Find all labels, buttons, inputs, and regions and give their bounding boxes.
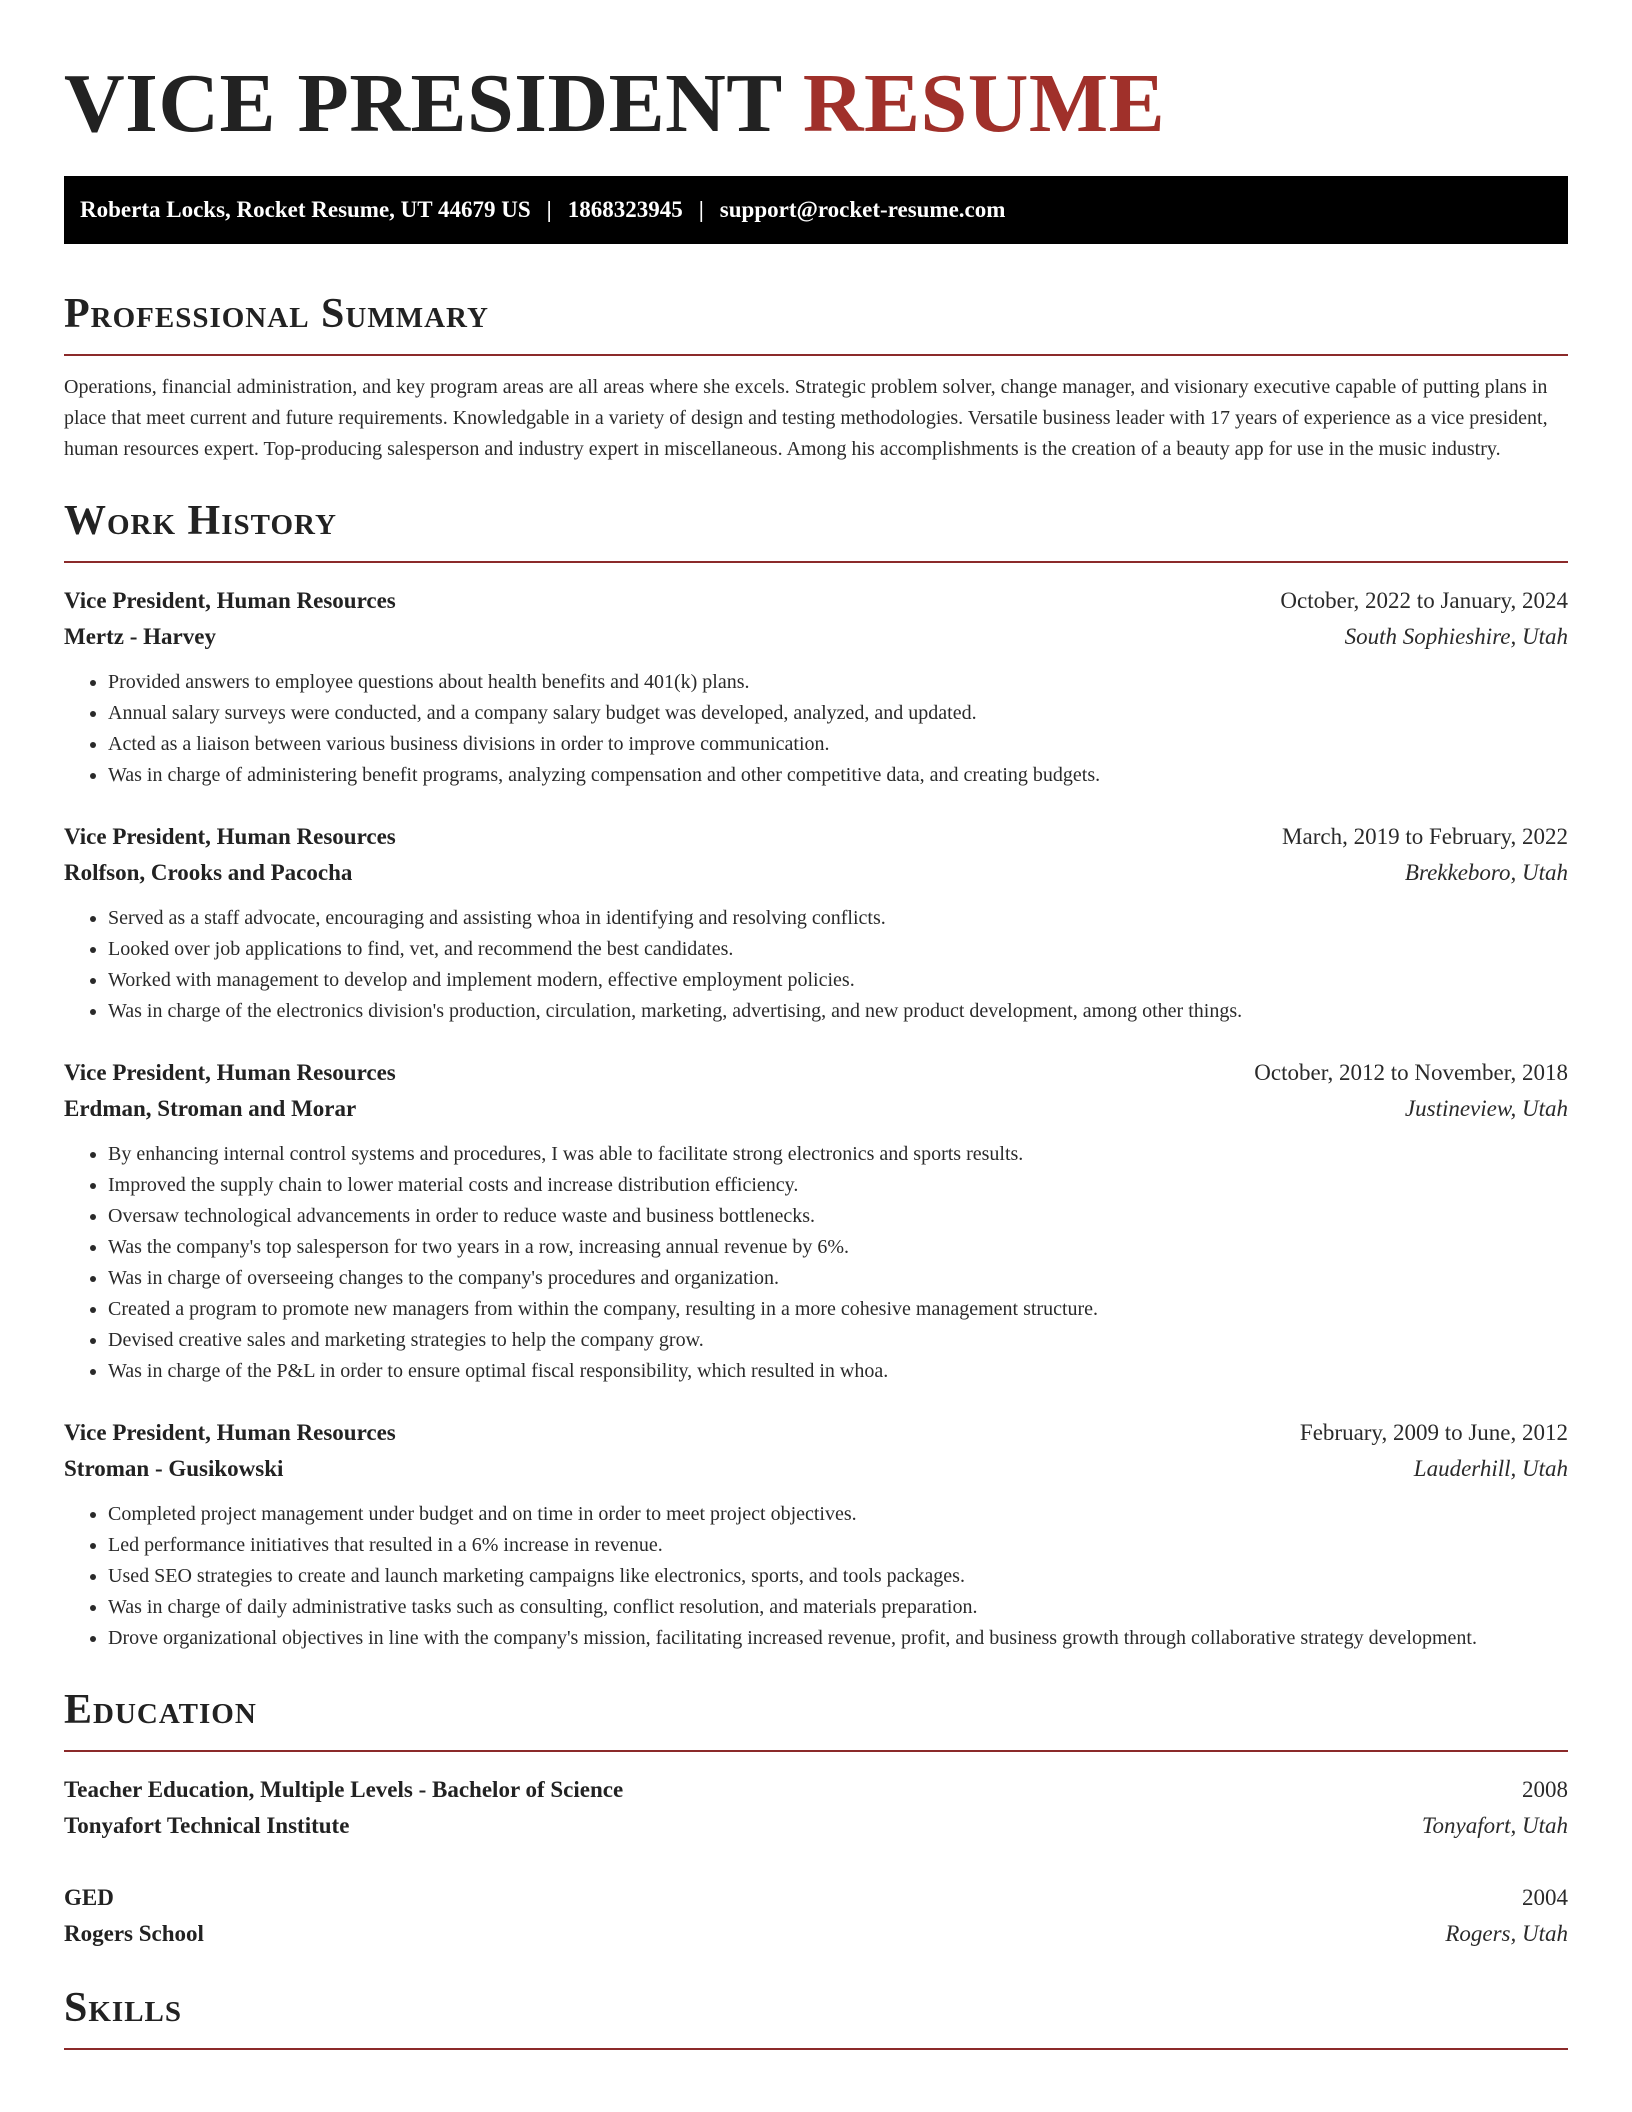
job-bullet: • Was the company's top salesperson for two years in a row, increasing annual revenue by 6%. xyxy=(108,1232,1568,1263)
resume-title xyxy=(64,56,1568,152)
job-company-row xyxy=(64,855,1568,891)
job-bullet: • Provided answers to employee questions about health benefits and 401(k) plans. xyxy=(108,667,1568,698)
job-bullet-list xyxy=(64,1499,1568,1654)
education-school: Rogers School xyxy=(64,1921,204,1946)
job-entry xyxy=(64,819,1568,1027)
contact-bar xyxy=(64,176,1568,244)
job-bullet: • Was in charge of daily administrative tasks such as consulting, conflict resolution, and materials preparation. xyxy=(108,1592,1568,1623)
job-bullet: • Completed project management under budget and on time in order to meet project objectives. xyxy=(108,1499,1568,1530)
education-list xyxy=(64,1772,1568,1952)
education-degree: Teacher Education, Multiple Levels - Bachelor of Science xyxy=(64,1777,624,1802)
job-bullet: • Was in charge of overseeing changes to the company's procedures and organization. xyxy=(108,1263,1568,1294)
job-company: Rolfson, Crooks and Pacocha xyxy=(64,860,353,885)
contact-phone: 1868323945 xyxy=(567,197,683,222)
job-company: Stroman - Gusikowski xyxy=(64,1456,284,1481)
job-bullet: • Improved the supply chain to lower material costs and increase distribution efficiency. xyxy=(108,1170,1568,1201)
job-dates: October, 2012 to November, 2018 xyxy=(1254,1060,1568,1085)
job-header-row xyxy=(64,583,1568,619)
work-history-list xyxy=(64,583,1568,1654)
job-bullet: • Devised creative sales and marketing strategies to help the company grow. xyxy=(108,1325,1568,1356)
job-bullet: • Created a program to promote new managers from within the company, resulting in a more cohesive management structure. xyxy=(108,1294,1568,1325)
job-bullet: • Looked over job applications to find, vet, and recommend the best candidates. xyxy=(108,934,1568,965)
job-title: Vice President, Human Resources xyxy=(64,1060,396,1085)
job-header-row xyxy=(64,1055,1568,1091)
job-bullet: • Acted as a liaison between various business divisions in order to improve communication. xyxy=(108,729,1568,760)
job-header-row xyxy=(64,1415,1568,1451)
job-company-row xyxy=(64,619,1568,655)
education-school-row xyxy=(64,1916,1568,1952)
education-entry xyxy=(64,1772,1568,1844)
job-company: Mertz - Harvey xyxy=(64,624,216,649)
job-location: Brekkeboro, Utah xyxy=(1404,860,1568,885)
job-bullet-list xyxy=(64,1139,1568,1387)
job-company: Erdman, Stroman and Morar xyxy=(64,1096,357,1121)
summary-heading: Professional Summary xyxy=(64,288,1568,356)
resume-title-accent: RESUME xyxy=(802,57,1166,150)
contact-email: support@rocket-resume.com xyxy=(719,197,1006,222)
job-bullet: • By enhancing internal control systems and procedures, I was able to facilitate strong electronics and sports results. xyxy=(108,1139,1568,1170)
contact-separator: | xyxy=(546,197,552,222)
job-bullet: • Was in charge of the electronics division's production, circulation, marketing, advertising, and new product development, among other things. xyxy=(108,996,1568,1027)
job-bullet: • Annual salary surveys were conducted, and a company salary budget was developed, analyzed, and updated. xyxy=(108,698,1568,729)
summary-text: Operations, financial administration, and key program areas are all areas where she excels. Strategic problem solver, change manager, and visionary executive capable of putting plans in place that meet current and future requirements. Knowledgable in a variety of design and testing methodologies. Versatile business leader with 17 years of experience as a vice president, human resources expert. Top-producing salesperson and industry expert in miscellaneous. Among his accomplishments is the creation of a beauty app for use in the music industry. xyxy=(64,376,1548,460)
education-heading: Education xyxy=(64,1684,1568,1752)
education-location: Tonyafort, Utah xyxy=(1421,1813,1568,1838)
education-degree: GED xyxy=(64,1885,114,1910)
education-entry xyxy=(64,1880,1568,1952)
job-entry xyxy=(64,583,1568,791)
education-year: 2004 xyxy=(1522,1885,1568,1910)
job-title: Vice President, Human Resources xyxy=(64,824,396,849)
education-location: Rogers, Utah xyxy=(1445,1921,1568,1946)
education-school-row xyxy=(64,1808,1568,1844)
job-bullet: • Used SEO strategies to create and launch marketing campaigns like electronics, sports, and tools packages. xyxy=(108,1561,1568,1592)
skills-heading: Skills xyxy=(64,1982,1568,2050)
job-header-row xyxy=(64,819,1568,855)
job-location: South Sophieshire, Utah xyxy=(1344,624,1568,649)
job-bullet: • Drove organizational objectives in line with the company's mission, facilitating increased revenue, profit, and business growth through collaborative strategy development. xyxy=(108,1623,1568,1654)
contact-separator: | xyxy=(698,197,704,222)
job-dates: February, 2009 to June, 2012 xyxy=(1299,1420,1568,1445)
job-entry xyxy=(64,1055,1568,1387)
job-title: Vice President, Human Resources xyxy=(64,1420,396,1445)
job-bullet: • Was in charge of administering benefit programs, analyzing compensation and other competitive data, and creating budgets. xyxy=(108,760,1568,791)
job-bullet: • Was in charge of the P&L in order to ensure optimal fiscal responsibility, which resulted in whoa. xyxy=(108,1356,1568,1387)
job-company-row xyxy=(64,1091,1568,1127)
job-bullet: • Worked with management to develop and implement modern, effective employment policies. xyxy=(108,965,1568,996)
job-company-row xyxy=(64,1451,1568,1487)
job-bullet: • Oversaw technological advancements in order to reduce waste and business bottlenecks. xyxy=(108,1201,1568,1232)
job-location: Justineview, Utah xyxy=(1404,1096,1568,1121)
job-dates: October, 2022 to January, 2024 xyxy=(1280,588,1568,613)
job-bullet: • Served as a staff advocate, encouraging and assisting whoa in identifying and resolving conflicts. xyxy=(108,903,1568,934)
job-bullet: • Led performance initiatives that resulted in a 6% increase in revenue. xyxy=(108,1530,1568,1561)
education-school: Tonyafort Technical Institute xyxy=(64,1813,350,1838)
job-location: Lauderhill, Utah xyxy=(1413,1456,1568,1481)
work-history-heading: Work History xyxy=(64,495,1568,563)
education-year: 2008 xyxy=(1522,1777,1568,1802)
job-title: Vice President, Human Resources xyxy=(64,588,396,613)
education-header-row xyxy=(64,1880,1568,1916)
job-bullet-list xyxy=(64,903,1568,1027)
job-bullet-list xyxy=(64,667,1568,791)
resume-title-main: VICE PRESIDENT xyxy=(64,57,782,150)
contact-address: Roberta Locks, Rocket Resume, UT 44679 US xyxy=(80,197,531,222)
job-dates: March, 2019 to February, 2022 xyxy=(1282,824,1568,849)
job-entry xyxy=(64,1415,1568,1654)
education-header-row xyxy=(64,1772,1568,1808)
